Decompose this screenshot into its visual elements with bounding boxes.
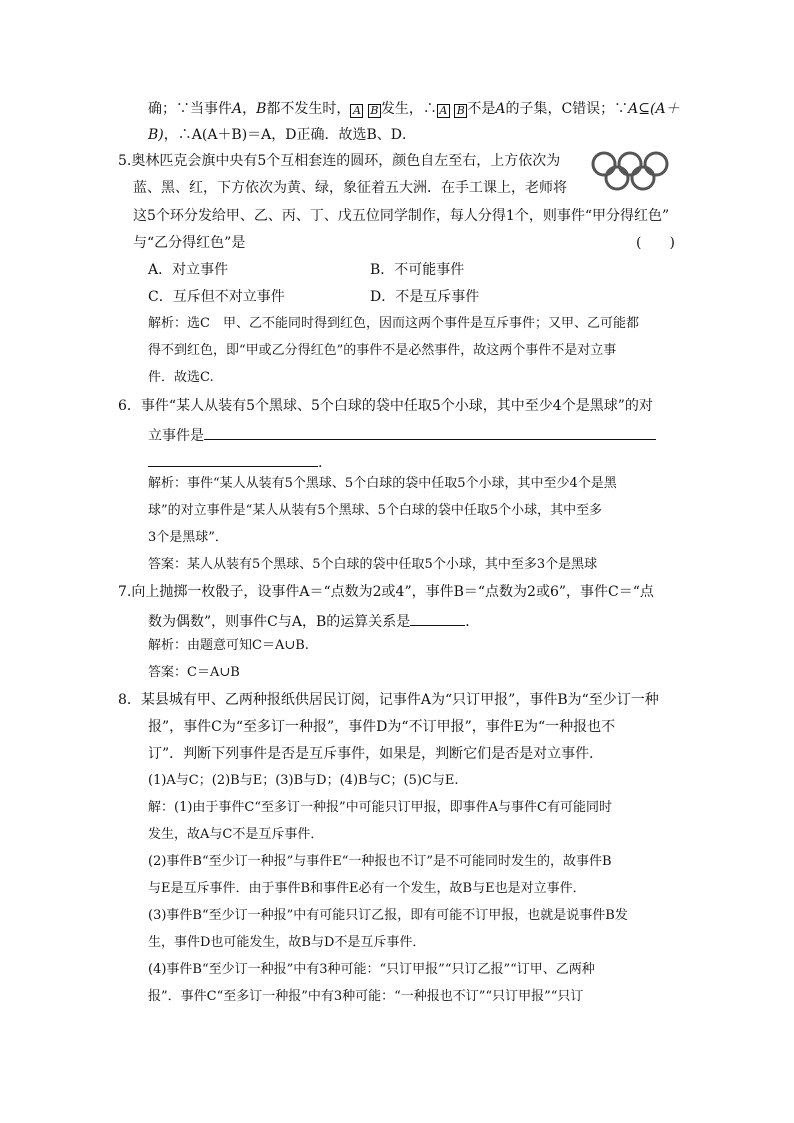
olympic-rings-image — [590, 150, 670, 194]
ring-blue — [593, 153, 615, 175]
q6-analysis-2: 球”的对立事件是“某人从装有5个黑球、5个白球的袋中任取5个小球，其中至多 — [148, 503, 603, 518]
text: 不是 — [467, 101, 496, 117]
q6-line-2 — [148, 425, 656, 444]
text: ， — [242, 101, 257, 117]
q7-line-2 — [148, 611, 479, 630]
option-c: C．互斥但不对立事件 — [148, 289, 285, 305]
text: ，∴A(A＋B)＝A，D正确．故选B、D． — [163, 127, 417, 143]
q8-parts: (1)A与C；(2)B与E；(3)B与D；(4)B与C；(5)C与E. — [148, 773, 459, 788]
q5-analysis-1: 解析：选C 甲、乙不能同时得到红色，因而这两个事件是互斥事件；又甲、乙可能都 — [148, 316, 639, 331]
q5-line-1: 5.奥林匹克会旗中央有5个互相套连的圆环，颜色自左至右，上方依次为 — [118, 153, 561, 169]
text: . — [318, 455, 323, 471]
q6-answer: 答案：某人从装有5个黑球、5个白球的袋中任取5个小球，其中至多3个是黑球 — [148, 557, 598, 572]
q7-analysis: 解析：由题意可知C＝A∪B. — [148, 638, 309, 653]
q5-line-3: 这5个环分发给甲、乙、丙、丁、戊五位同学制作，每人分得1个，则事件“甲分得红色” — [133, 208, 670, 224]
subset-expression: A⊆(A＋ — [628, 101, 680, 117]
q7-answer: 答案：C＝A∪B — [148, 665, 240, 680]
answer-paren: ( ) — [636, 235, 675, 251]
q7-line-1: 7.向上抛掷一枚骰子，设事件A＝“点数为2或4”，事件B＝“点数为2或6”，事件C＝“点 — [118, 584, 654, 600]
text: 的子集，C错误；∵ — [505, 101, 629, 117]
q6-line-1: 6．事件“某人从装有5个黑球、5个白球的袋中任取5个小球，其中至少4个是黑球”的对 — [118, 398, 653, 414]
option-d: D．不是互斥事件 — [370, 289, 480, 305]
q8-solution-1b: 发生，故A与C不是互斥事件． — [148, 827, 324, 842]
line-2 — [148, 127, 416, 143]
complement-b-box: B — [454, 104, 467, 118]
q8-solution-2b: 与E是互斥事件．由于事件B和事件E必有一个发生，故B与E也是对立事件． — [148, 881, 586, 896]
var-a: A — [495, 101, 506, 117]
q8-line-3: 订”．判断下列事件是否是互斥事件，如果是，判断它们是否是对立事件． — [148, 746, 604, 762]
expr: B) — [148, 127, 164, 143]
text: 都不发生时， — [266, 101, 351, 117]
q8-solution-4b: 报”．事件C“至多订一种报”中有3种可能：“一种报也不订”“只订甲报”“只订 — [148, 989, 584, 1004]
q8-solution-1a: 解：(1)由于事件C“至多订一种报”中可能只订甲报，即事件A与事件C有可能同时 — [148, 800, 612, 815]
q8-solution-4a: (4)事件B“至少订一种报”中有3种可能：“只订甲报”“只订乙报”“订甲、乙两种 — [148, 962, 595, 977]
q6-analysis-3: 3个是黑球”． — [148, 530, 228, 545]
text: 立事件是 — [148, 428, 204, 444]
q8-solution-2a: (2)事件B“至少订一种报”与事件E“一种报也不订”是不可能同时发生的，故事件B — [148, 854, 612, 869]
complement-b-box: B — [368, 104, 381, 118]
answer-blank — [148, 452, 318, 467]
ring-red — [645, 153, 667, 175]
q8-line-2: 报”，事件C为“至多订一种报”，事件D为“不订甲报”，事件E为“一种报也不 — [148, 719, 616, 735]
var-a: A — [232, 101, 243, 117]
text: 数为偶数”，则事件C与A，B的运算关系是 — [148, 614, 411, 630]
ring-yellow — [606, 167, 628, 189]
complement-a-box: A — [350, 104, 363, 118]
q6-line-3 — [148, 452, 322, 471]
q5-line-4: 与“乙分得红色”是 — [133, 235, 246, 251]
ring-green — [632, 167, 654, 189]
answer-blank — [204, 425, 656, 440]
ring-black — [619, 153, 641, 175]
q6-analysis-1: 解析：事件“某人从装有5个黑球、5个白球的袋中任取5个小球，其中至少4个是黑 — [148, 476, 617, 491]
answer-blank — [410, 611, 465, 626]
text: ． — [465, 614, 480, 630]
q5-analysis-3: 件．故选C. — [148, 370, 214, 385]
q5-analysis-2: 得不到红色，即“甲或乙分得红色”的事件不是必然事件，故这两个事件不是对立事 — [148, 343, 617, 358]
q8-solution-3a: (3)事件B“至少订一种报”中有可能只订乙报，即有可能不订甲报，也就是说事件B发 — [148, 908, 628, 923]
q8-line-1: 8．某县城有甲、乙两种报纸供居民订阅，记事件A为“只订甲报”，事件B为“至少订一种 — [118, 692, 659, 708]
option-b: B．不可能事件 — [370, 262, 465, 278]
line-1 — [148, 101, 680, 118]
complement-a-box: A — [437, 104, 450, 118]
var-b: B — [256, 101, 267, 117]
option-a: A．对立事件 — [148, 262, 229, 278]
q5-line-2: 蓝、黑、红，下方依次为黄、绿，象征着五大洲．在手工课上，老师将 — [133, 180, 567, 196]
text: 确；∵当事件 — [148, 101, 232, 117]
text: 发生，∴ — [380, 101, 437, 117]
q8-solution-3b: 生，事件D也可能发生，故B与D不是互斥事件． — [148, 935, 426, 950]
